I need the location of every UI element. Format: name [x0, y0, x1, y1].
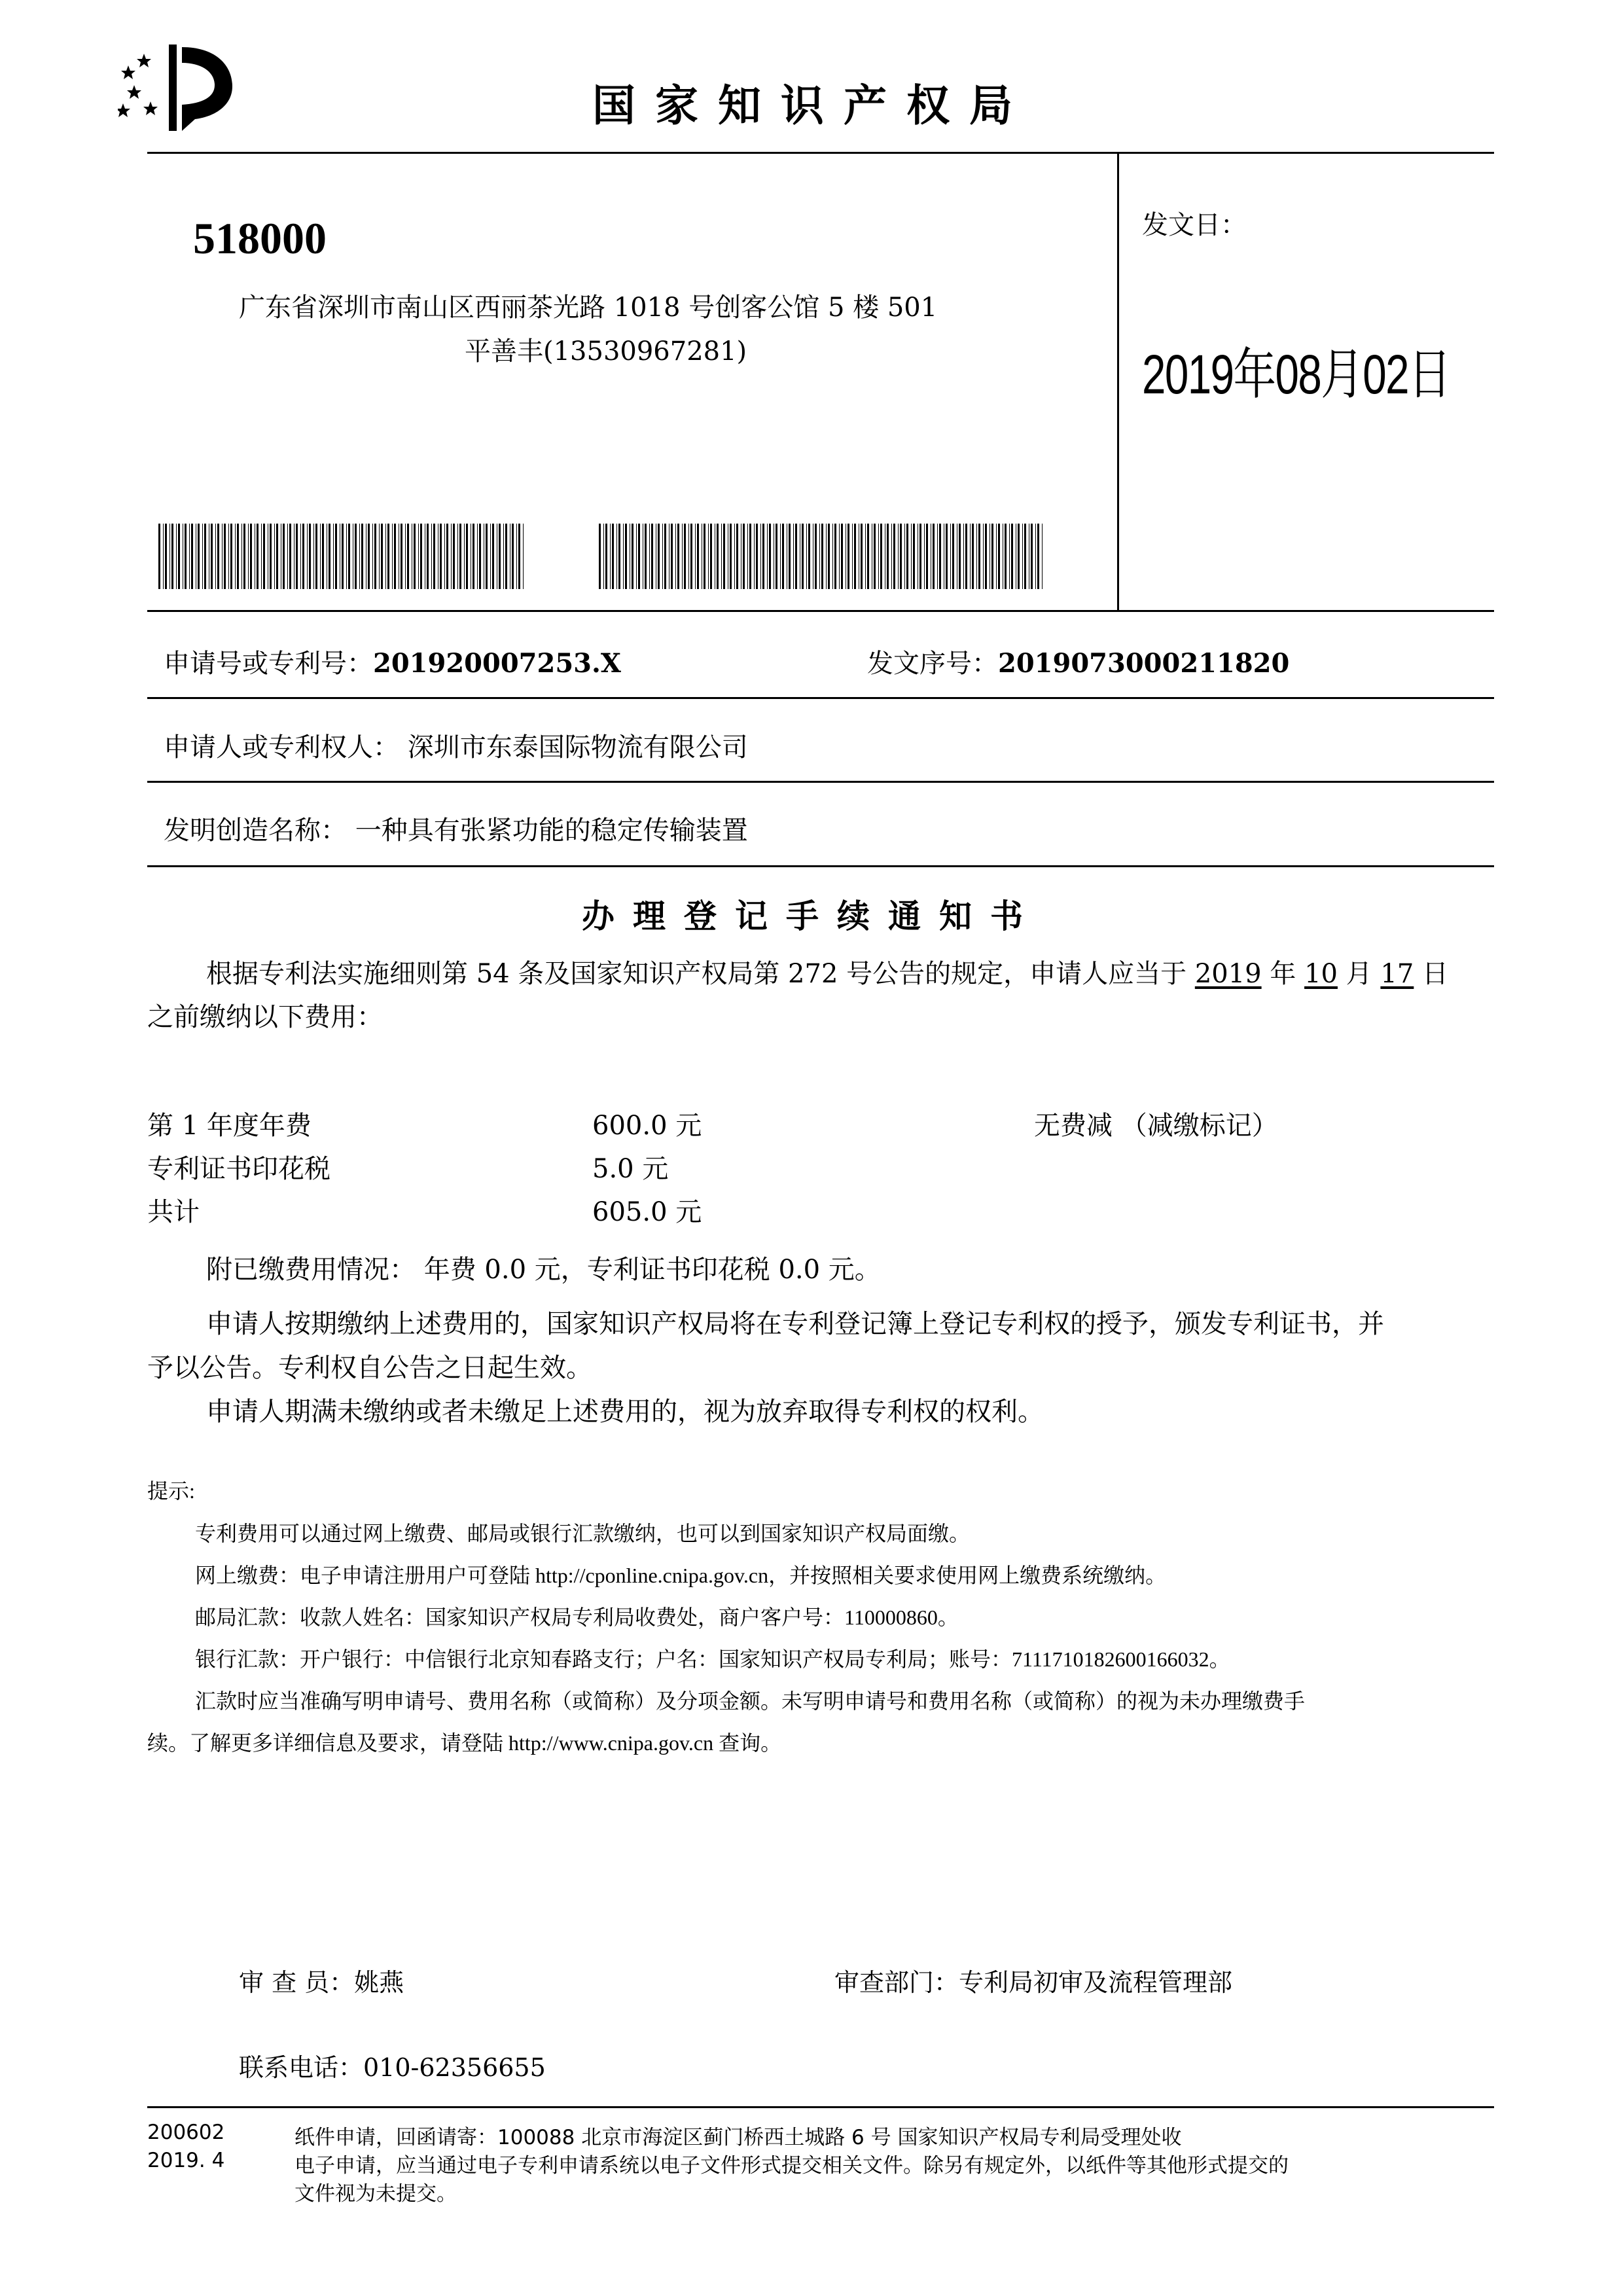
- form-code: 200602: [147, 2121, 225, 2144]
- serial-number-row: [867, 643, 1289, 680]
- year-char: 年: [1261, 959, 1305, 989]
- application-number-label: 申请号或专利号：: [164, 649, 373, 679]
- fee-reduction: 无费减 （减缴标记）: [1034, 1111, 1278, 1141]
- deadline-month: 10: [1304, 959, 1338, 989]
- form-date: 2019. 4: [147, 2149, 225, 2172]
- tip-line: 网上缴费：电子申请注册用户可登陆 http://cponline.cnipa.gov.cn，并按照相关要求使用网上缴费系统缴纳。: [195, 1564, 1167, 1587]
- tip-line: 专利费用可以通过网上缴费、邮局或银行汇款缴纳，也可以到国家知识产权局面缴。: [195, 1522, 971, 1545]
- examiner: 审 查 员：姚燕: [239, 1968, 404, 1997]
- mailing-address: 广东省深圳市南山区西丽茶光路 1018 号创客公馆 5 楼 501: [239, 293, 938, 323]
- invention-row: [164, 810, 748, 847]
- tip-line: 邮局汇款：收款人姓名：国家知识产权局专利局收费处，商户客户号：110000860。: [195, 1605, 959, 1629]
- footer-electronic-instructions-cont: 文件视为未提交。: [294, 2182, 457, 2206]
- issue-date: 2019年08月02日: [1142, 344, 1450, 405]
- examining-department: 审查部门：专利局初审及流程管理部: [834, 1968, 1233, 1997]
- payment-paragraph-line2: 予以公告。专利权自公告之日起生效。: [147, 1353, 592, 1383]
- row-divider-2: [147, 781, 1494, 783]
- notice-title: 办理登记手续通知书: [582, 897, 1041, 935]
- footer-divider: [147, 2106, 1494, 2108]
- fee-total-amount: 605.0 元: [592, 1197, 702, 1227]
- invention-label: 发明创造名称：: [164, 816, 347, 846]
- invention-name: 一种具有张紧功能的稳定传输装置: [355, 816, 748, 846]
- paid-fees: 附已缴费用情况： 年费 0.0 元，专利证书印花税 0.0 元。: [206, 1255, 881, 1285]
- tip-line: 汇款时应当准确写明申请号、费用名称（或简称）及分项金额。未写明申请号和费用名称（或简称）的视为未办理缴费手: [195, 1689, 1306, 1713]
- payment-paragraph-line1: 申请人按期缴纳上述费用的，国家知识产权局将在专利登记簿上登记专利权的授予，颁发专利证书，并: [206, 1309, 1384, 1339]
- fee-amount: 5.0 元: [592, 1154, 669, 1184]
- recipient: 平善丰(13530967281): [465, 336, 747, 367]
- tip-line: 续。了解更多详细信息及要求，请登陆 http://www.cnipa.gov.cn 查询。: [147, 1731, 782, 1755]
- tips-title: 提示:: [147, 1479, 195, 1503]
- fee-name: 专利证书印花税: [147, 1154, 330, 1184]
- agency-name: 国家知识产权局: [592, 81, 1032, 131]
- fee-amount: 600.0 元: [592, 1111, 702, 1141]
- barcode-right: [599, 524, 1044, 589]
- application-number: 201920007253.X: [373, 648, 621, 679]
- intro-text: 根据专利法实施细则第 54 条及国家知识产权局第 272 号公告的规定，申请人应当于: [206, 959, 1195, 989]
- deadline-day: 17: [1380, 959, 1414, 989]
- date-column-divider: [1117, 152, 1119, 610]
- fee-name: 第 1 年度年费: [147, 1111, 312, 1141]
- footer-mail-instructions: 纸件申请，回函请寄：100088 北京市海淀区蓟门桥西土城路 6 号 国家知识产权局专利局受理处收: [294, 2126, 1182, 2149]
- postcode: 518000: [193, 213, 327, 263]
- contact-phone: 联系电话：010-62356655: [239, 2053, 546, 2082]
- serial-number: 2019073000211820: [998, 648, 1290, 679]
- cnipa-logo: [118, 39, 242, 137]
- notice-intro-line1: [206, 952, 1448, 996]
- application-number-row: [164, 643, 621, 680]
- notice-intro-line2: 之前缴纳以下费用：: [147, 1002, 383, 1032]
- address-divider: [147, 610, 1494, 612]
- month-char: 月: [1337, 959, 1381, 989]
- footer-electronic-instructions: 电子申请，应当通过电子专利申请系统以电子文件形式提交相关文件。除另有规定外，以纸件等其他形式提交的: [294, 2154, 1289, 2178]
- row-divider-1: [147, 697, 1494, 699]
- deadline-year: 2019: [1194, 959, 1262, 989]
- expiry-paragraph: 申请人期满未缴纳或者未缴足上述费用的，视为放弃取得专利权的权利。: [206, 1397, 1044, 1427]
- tip-line: 银行汇款：开户银行：中信银行北京知春路支行；户名：国家知识产权局专利局；账号：7111710182600166032。: [195, 1647, 1230, 1671]
- row-divider-3: [147, 865, 1494, 867]
- barcode-left: [158, 524, 525, 589]
- serial-number-label: 发文序号：: [867, 649, 998, 679]
- applicant-name: 深圳市东泰国际物流有限公司: [407, 732, 748, 762]
- day-char: 日: [1414, 959, 1449, 989]
- fee-total-label: 共计: [147, 1197, 200, 1227]
- issue-date-label: 发文日：: [1142, 210, 1247, 240]
- header-divider: [147, 152, 1494, 154]
- applicant-label: 申请人或专利权人：: [164, 732, 399, 762]
- applicant-row: [164, 726, 748, 764]
